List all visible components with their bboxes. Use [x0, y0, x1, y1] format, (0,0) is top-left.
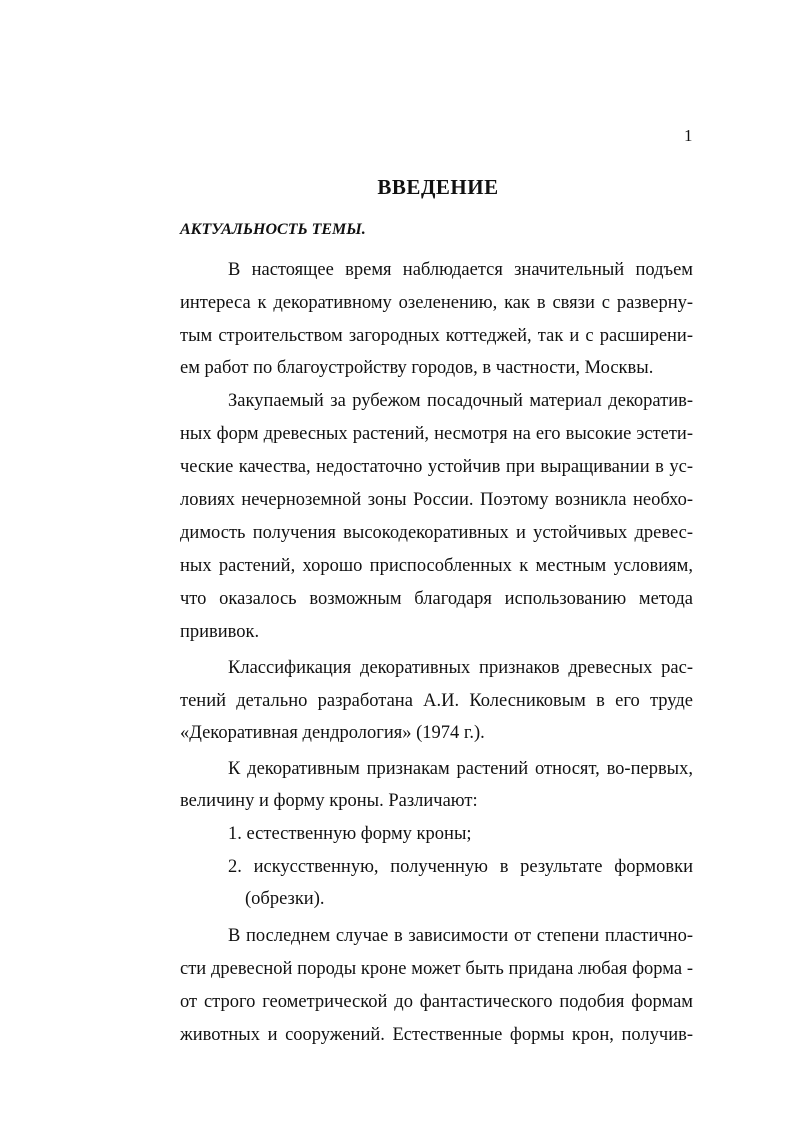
page-title: ВВЕДЕНИЕ — [377, 175, 499, 199]
text-line: ных растений, хорошо приспособленных к местным условиям, — [180, 556, 693, 576]
text-line: тений детально разработана А.И. Колесниковым в его труде — [180, 691, 693, 711]
text-line: Закупаемый за рубежом посадочный материал декоратив- — [228, 391, 693, 411]
list-item: 1. естественную форму кроны; — [228, 824, 472, 844]
text-line: тым строительством загородных коттеджей, так и с расширени- — [180, 326, 693, 346]
list-item: 2. искусственную, полученную в результате формовки — [228, 857, 693, 877]
text-line: К декоративным признакам растений относят, во-первых, — [228, 759, 693, 779]
text-line: ческие качества, недостаточно устойчив при выращивании в ус- — [180, 457, 693, 477]
text-line: ных форм древесных растений, несмотря на его высокие эстети- — [180, 424, 693, 444]
text-line: ловиях нечерноземной зоны России. Поэтому возникла необхо- — [180, 490, 693, 510]
text-line: ем работ по благоустройству городов, в частности, Москвы. — [180, 358, 654, 378]
text-line: животных и сооружений. Естественные формы крон, получив- — [180, 1025, 693, 1045]
text-line: величину и форму кроны. Различают: — [180, 791, 478, 811]
text-line: «Декоративная дендрология» (1974 г.). — [180, 723, 485, 743]
text-line: Классификация декоративных признаков древесных рас- — [228, 658, 693, 678]
text-line: прививок. — [180, 622, 260, 642]
list-item-continuation: (обрезки). — [245, 889, 325, 909]
text-line: В последнем случае в зависимости от степени пластично- — [228, 926, 693, 946]
page-number: 1 — [684, 126, 693, 145]
text-line: димость получения высокодекоративных и устойчивых древес- — [180, 523, 693, 543]
section-subtitle: АКТУАЛЬНОСТЬ ТЕМЫ. — [180, 221, 366, 238]
text-line: от строго геометрической до фантастического подобия формам — [180, 992, 693, 1012]
text-line: что оказалось возможным благодаря использованию метода — [180, 589, 693, 609]
text-line: В настоящее время наблюдается значительный подъем — [228, 260, 693, 280]
text-line: сти древесной породы кроне может быть придана любая форма - — [180, 959, 693, 979]
text-line: интереса к декоративному озеленению, как в связи с разверну- — [180, 293, 693, 313]
